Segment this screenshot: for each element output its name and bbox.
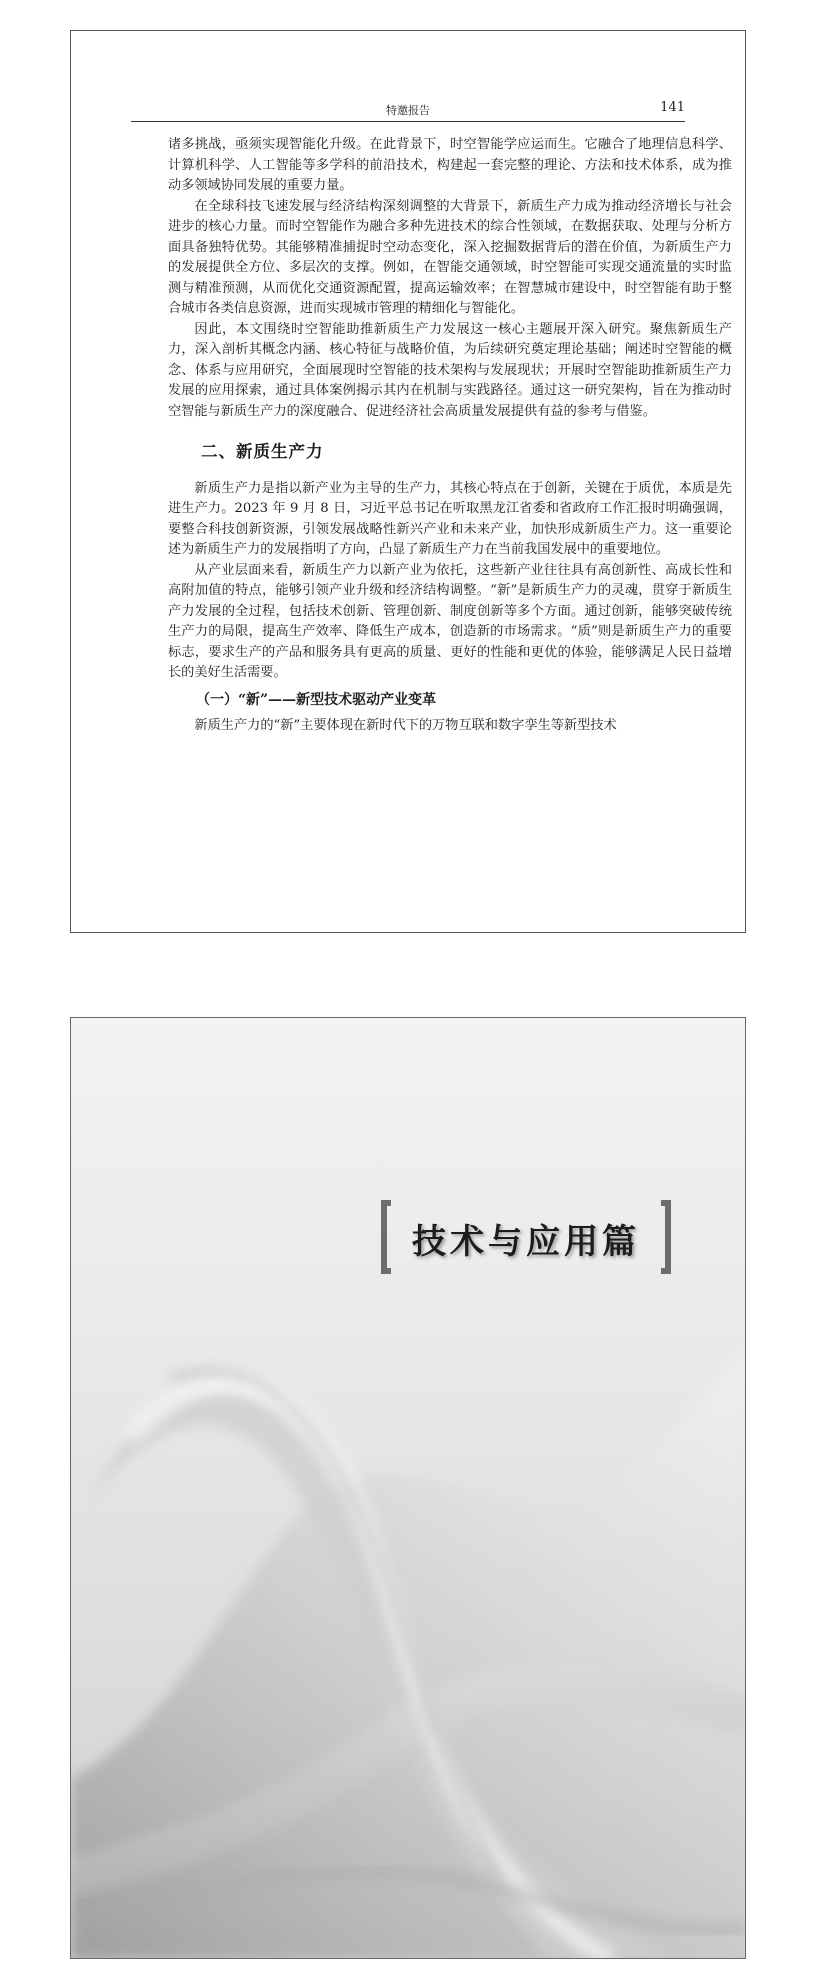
section-heading: 二、新质生产力 <box>201 442 324 461</box>
paragraph: 在全球科技飞速发展与经济结构深刻调整的大背景下，新质生产力成为推动经济增长与社会进步的核心力量。而时空智能作为融合多种先进技术的综合性领域，在数据获取、处理与分析方面具备独特优势。其能够精准捕捉时空动态变化，深入挖掘数据背后的潜在价值，为新质生产力的发展提供全方位、多层次的支撑。例如，在智能交通领域，时空智能可实现交通流量的实时监测与精准预测，从而优化交通资源配置，提高运输效率；在智慧城市建设中，时空智能有助于整合城市各类信息资源，进而实现城市管理的精细化与智能化。 <box>168 198 732 316</box>
paragraph: 诸多挑战，亟须实现智能化升级。在此背景下，时空智能学应运而生。它融合了地理信息科学、计算机科学、人工智能等多学科的前沿技术，构建起一套完整的理论、方法和技术体系，成为推动多领域协同发展的重要力量。 <box>168 137 732 193</box>
paragraph: 新质生产力的“新”主要体现在新时代下的万物互联和数字孪生等新型技术 <box>194 718 617 733</box>
swirl-background-graphic <box>71 1018 746 1959</box>
subsection-heading: （一）“新”——新型技术驱动产业变革 <box>196 691 437 708</box>
page-number: 141 <box>660 100 685 115</box>
paragraph: 因此，本文围绕时空智能助推新质生产力发展这一核心主题展开深入研究。聚焦新质生产力，深入剖析其概念内涵、核心特征与战略价值，为后续研究奠定理论基础；阐述时空智能的概念、体系与应用研究，全面展现时空智能的技术架构与发展现状；开展时空智能助推新质生产力发展的应用探索，通过具体案例揭示其内在机制与实践路径。通过这一研究架构，旨在为推动时空智能与新质生产力的深度融合、促进经济社会高质量发展提供有益的参考与借鉴。 <box>168 321 732 419</box>
section-title: 技术与应用篇 <box>412 1222 640 1262</box>
section-cover-page <box>70 1017 746 1959</box>
left-bracket <box>381 1200 391 1274</box>
report-page <box>70 30 746 933</box>
right-bracket <box>661 1200 671 1274</box>
body-text <box>168 135 732 737</box>
paragraph: 新质生产力是指以新产业为主导的生产力，其核心特点在于创新，关键在于质优，本质是先进生产力。2023 年 9 月 8 日，习近平总书记在听取黑龙江省委和省政府工作汇报时明确强调，要整合科技创新资源，引领发展战略性新兴产业和未来产业，加快形成新质生产力。这一重要论述为新质生产力的发展指明了方向，凸显了新质生产力在当前我国发展中的重要地位。 <box>168 480 732 557</box>
section-title-box <box>381 1200 671 1274</box>
running-header: 特邀报告 <box>386 104 430 117</box>
paragraph: 从产业层面来看，新质生产力以新产业为依托，这些新产业往往具有高创新性、高成长性和高附加值的特点，能够引领产业升级和经济结构调整。“新”是新质生产力的灵魂，贯穿于新质生产力发展的全过程，包括技术创新、管理创新、制度创新等多个方面。通过创新，能够突破传统生产力的局限，提高生产效率、降低生产成本，创造新的市场需求。“质”则是新质生产力的重要标志，要求生产的产品和服务具有更高的质量、更好的性能和更优的体验，能够满足人民日益增长的美好生活需要。 <box>168 562 732 680</box>
page-header <box>131 99 685 122</box>
